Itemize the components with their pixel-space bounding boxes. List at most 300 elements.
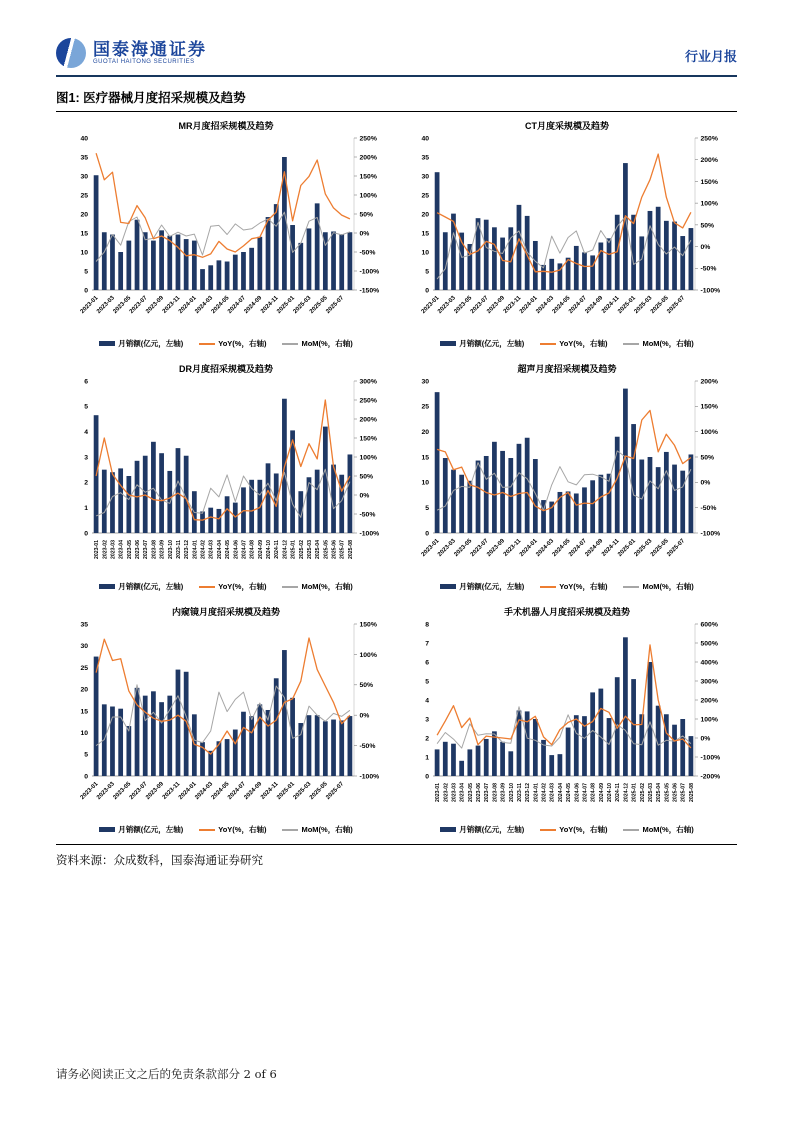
chart-surgical-robot-legend	[397, 824, 737, 835]
page-header	[56, 38, 737, 77]
svg-text:2024-11: 2024-11	[260, 781, 280, 801]
svg-text:40: 40	[421, 135, 429, 143]
svg-text:2023-01: 2023-01	[420, 295, 441, 315]
svg-text:2023-09: 2023-09	[486, 538, 507, 558]
svg-text:2024-11: 2024-11	[274, 540, 281, 559]
page-footer-disclaimer: 请务必阅读正文之后的免责条款部分 2 of 6	[56, 1067, 277, 1081]
chart-surgical-robot-title: 手术机器人月度招采规模及趋势	[503, 607, 630, 617]
legend-bar-label: 月销额(亿元，左轴)	[459, 582, 525, 591]
svg-text:2023-05: 2023-05	[112, 295, 133, 315]
svg-text:2023-07: 2023-07	[469, 295, 490, 315]
svg-text:2024-11: 2024-11	[615, 783, 622, 802]
svg-text:2024-07: 2024-07	[227, 295, 247, 315]
svg-text:2025-03: 2025-03	[292, 295, 313, 315]
svg-text:-50%: -50%	[359, 249, 376, 257]
svg-text:2024-07: 2024-07	[227, 781, 247, 801]
svg-text:2023-05: 2023-05	[453, 538, 474, 558]
svg-text:2025-05: 2025-05	[649, 538, 670, 558]
yoy-line-swatch	[199, 343, 215, 345]
svg-text:2024-01: 2024-01	[177, 295, 198, 315]
svg-text:2025-05: 2025-05	[649, 295, 670, 315]
svg-text:2023-07: 2023-07	[484, 783, 491, 803]
svg-text:10: 10	[80, 729, 88, 737]
svg-text:4: 4	[425, 697, 429, 705]
svg-text:0: 0	[84, 773, 88, 781]
chart-surgical-robot-plot	[397, 618, 737, 828]
svg-text:2: 2	[84, 479, 88, 487]
svg-text:50%: 50%	[359, 473, 374, 481]
svg-text:2024-05: 2024-05	[551, 295, 572, 315]
svg-text:150%: 150%	[359, 435, 377, 443]
svg-text:-50%: -50%	[700, 505, 717, 513]
svg-text:2023-11: 2023-11	[502, 295, 523, 315]
svg-text:150%: 150%	[359, 621, 377, 629]
legend-item-yoy	[199, 824, 266, 835]
svg-text:20: 20	[80, 211, 88, 219]
svg-text:2024-10: 2024-10	[607, 783, 614, 803]
svg-text:2023-09: 2023-09	[159, 540, 166, 560]
legend-item-bar	[440, 338, 524, 349]
svg-text:40: 40	[80, 135, 88, 143]
svg-text:2024-02: 2024-02	[541, 783, 548, 803]
svg-text:2025-03: 2025-03	[306, 540, 313, 560]
svg-text:50%: 50%	[700, 222, 715, 230]
svg-text:2025-03: 2025-03	[633, 295, 654, 315]
legend-yoy-label: YoY(%，右轴)	[559, 825, 608, 834]
svg-text:150%: 150%	[700, 403, 718, 411]
svg-text:35: 35	[80, 154, 88, 162]
legend-bar-label: 月销额(亿元，左轴)	[459, 825, 525, 834]
svg-text:2024-03: 2024-03	[194, 781, 215, 801]
svg-text:0%: 0%	[700, 243, 711, 251]
legend-item-mom	[623, 824, 693, 835]
svg-text:100%: 100%	[700, 200, 718, 208]
svg-text:2025-05: 2025-05	[308, 295, 329, 315]
mom-line-swatch	[623, 586, 639, 588]
report-type-label: 行业月报	[684, 49, 737, 64]
legend-mom-label: MoM(%，右轴)	[642, 582, 694, 591]
svg-text:2024-12: 2024-12	[623, 783, 630, 803]
svg-text:2024-04: 2024-04	[216, 540, 223, 560]
svg-text:2024-01: 2024-01	[192, 540, 199, 560]
svg-text:2024-05: 2024-05	[566, 783, 573, 803]
page-content	[56, 38, 737, 868]
chart-ultrasound	[397, 359, 737, 592]
legend-mom-label: MoM(%，右轴)	[301, 825, 353, 834]
legend-mom-label: MoM(%，右轴)	[301, 582, 353, 591]
svg-text:2023-03: 2023-03	[110, 540, 117, 560]
svg-text:-150%: -150%	[359, 287, 380, 295]
svg-text:2024-05: 2024-05	[225, 540, 232, 560]
legend-item-bar	[440, 824, 524, 835]
legend-yoy-label: YoY(%，右轴)	[559, 339, 608, 348]
svg-text:2025-03: 2025-03	[647, 783, 654, 803]
legend-mom-label: MoM(%，右轴)	[642, 825, 694, 834]
svg-text:2024-11: 2024-11	[601, 538, 621, 558]
svg-text:2024-09: 2024-09	[243, 781, 264, 801]
legend-item-bar	[440, 581, 524, 592]
svg-text:2023-07: 2023-07	[128, 295, 149, 315]
svg-text:2025-07: 2025-07	[666, 538, 687, 558]
legend-yoy-label: YoY(%，右轴)	[218, 339, 267, 348]
brand-logo-icon	[56, 38, 86, 68]
svg-text:-200%: -200%	[700, 773, 721, 781]
svg-text:2023-06: 2023-06	[135, 540, 142, 560]
svg-text:2024-10: 2024-10	[266, 540, 273, 560]
svg-text:3: 3	[84, 454, 88, 462]
svg-text:2023-05: 2023-05	[126, 540, 133, 560]
svg-text:2023-07: 2023-07	[128, 781, 149, 801]
legend-item-yoy	[540, 338, 607, 349]
svg-text:2024-02: 2024-02	[200, 540, 207, 560]
svg-text:30: 30	[421, 378, 429, 386]
svg-text:8: 8	[425, 621, 429, 629]
svg-text:2024-07: 2024-07	[568, 295, 588, 315]
svg-text:0%: 0%	[359, 230, 370, 238]
bar-swatch	[99, 341, 115, 346]
svg-text:5: 5	[425, 678, 429, 686]
svg-text:2023-07: 2023-07	[469, 538, 490, 558]
svg-text:2023-01: 2023-01	[435, 783, 442, 803]
chart-ct-plot	[397, 132, 737, 342]
svg-text:2024-05: 2024-05	[551, 538, 572, 558]
svg-text:150%: 150%	[700, 178, 718, 186]
legend-mom-label: MoM(%，右轴)	[301, 339, 353, 348]
svg-text:2024-09: 2024-09	[584, 295, 605, 315]
yoy-line-swatch	[540, 343, 556, 345]
bar-swatch	[440, 584, 456, 589]
svg-text:2: 2	[425, 735, 429, 743]
legend-item-mom	[623, 581, 693, 592]
chart-ultrasound-legend	[397, 581, 737, 592]
svg-text:2024-11: 2024-11	[601, 295, 621, 315]
svg-text:2023-03: 2023-03	[96, 781, 116, 801]
svg-text:2023-01: 2023-01	[420, 538, 441, 558]
svg-text:200%: 200%	[700, 697, 718, 705]
charts-grid	[56, 116, 737, 835]
svg-text:0: 0	[425, 773, 429, 781]
svg-text:50%: 50%	[359, 211, 374, 219]
mom-line-swatch	[623, 829, 639, 831]
legend-bar-label: 月销额(亿元，左轴)	[118, 339, 184, 348]
svg-text:2023-02: 2023-02	[443, 783, 450, 803]
svg-text:2024-03: 2024-03	[194, 295, 215, 315]
svg-text:2025-01: 2025-01	[276, 781, 297, 801]
svg-text:25: 25	[80, 192, 88, 200]
svg-text:20: 20	[80, 686, 88, 694]
svg-text:5: 5	[84, 268, 88, 276]
svg-text:2024-09: 2024-09	[598, 783, 605, 803]
svg-text:5: 5	[84, 403, 88, 411]
svg-text:25: 25	[421, 192, 429, 200]
svg-text:2023-06: 2023-06	[476, 783, 483, 803]
svg-text:2025-01: 2025-01	[617, 295, 638, 315]
svg-text:2024-06: 2024-06	[574, 783, 581, 803]
svg-text:250%: 250%	[359, 397, 377, 405]
svg-text:2023-01: 2023-01	[79, 781, 100, 801]
chart-ct	[397, 116, 737, 349]
bar-swatch	[99, 584, 115, 589]
svg-text:2023-12: 2023-12	[525, 783, 532, 803]
chart-dr	[56, 359, 396, 592]
svg-text:2024-09: 2024-09	[243, 295, 264, 315]
svg-text:200%: 200%	[700, 378, 718, 386]
svg-text:0%: 0%	[700, 735, 711, 743]
legend-yoy-label: YoY(%，右轴)	[218, 825, 267, 834]
legend-item-bar	[99, 581, 183, 592]
chart-ultrasound-title: 超声月度招采规模及趋势	[517, 364, 617, 374]
svg-text:2025-07: 2025-07	[325, 295, 346, 315]
svg-text:0: 0	[425, 530, 429, 538]
mom-line-swatch	[282, 586, 298, 588]
chart-dr-legend	[56, 581, 396, 592]
svg-text:2025-04: 2025-04	[656, 783, 663, 803]
svg-text:200%: 200%	[359, 154, 377, 162]
svg-text:400%: 400%	[700, 659, 718, 667]
svg-text:2024-06: 2024-06	[233, 540, 240, 560]
svg-text:50%: 50%	[359, 682, 374, 690]
chart-mr-plot	[56, 132, 396, 342]
chart-dr-plot	[56, 375, 396, 585]
svg-text:2025-03: 2025-03	[292, 781, 313, 801]
svg-text:2025-07: 2025-07	[666, 295, 687, 315]
svg-text:6: 6	[425, 659, 429, 667]
svg-text:2025-01: 2025-01	[631, 783, 638, 803]
svg-text:2023-05: 2023-05	[112, 781, 133, 801]
svg-text:-100%: -100%	[700, 754, 721, 762]
mom-line-swatch	[282, 343, 298, 345]
svg-text:2024-03: 2024-03	[549, 783, 556, 803]
svg-text:2025-01: 2025-01	[617, 538, 638, 558]
svg-text:250%: 250%	[359, 135, 377, 143]
svg-text:2023-10: 2023-10	[508, 783, 515, 803]
svg-text:0: 0	[84, 287, 88, 295]
svg-text:-100%: -100%	[359, 530, 380, 538]
svg-text:100%: 100%	[359, 454, 377, 462]
svg-text:2024-11: 2024-11	[260, 295, 280, 315]
legend-item-yoy	[540, 581, 607, 592]
svg-text:2024-07: 2024-07	[568, 538, 588, 558]
svg-text:2024-01: 2024-01	[177, 781, 198, 801]
svg-text:-100%: -100%	[359, 773, 380, 781]
svg-text:-50%: -50%	[700, 265, 717, 273]
chart-surgical-robot	[397, 602, 737, 835]
brand-name-cn: 国泰海通证券	[93, 40, 207, 60]
legend-item-mom	[282, 338, 352, 349]
svg-text:2023-11: 2023-11	[161, 781, 182, 801]
svg-text:2023-08: 2023-08	[151, 540, 158, 560]
svg-text:2025-05: 2025-05	[323, 540, 330, 560]
svg-text:30: 30	[80, 173, 88, 181]
svg-text:2023-01: 2023-01	[79, 295, 100, 315]
svg-text:2024-07: 2024-07	[582, 783, 589, 803]
svg-text:2024-08: 2024-08	[590, 783, 597, 803]
svg-text:0: 0	[425, 287, 429, 295]
svg-text:3: 3	[425, 716, 429, 724]
svg-text:2025-07: 2025-07	[339, 540, 346, 560]
legend-yoy-label: YoY(%，右轴)	[218, 582, 267, 591]
svg-text:35: 35	[421, 154, 429, 162]
svg-text:2023-09: 2023-09	[145, 781, 166, 801]
chart-ultrasound-plot	[397, 375, 737, 585]
svg-text:2025-02: 2025-02	[298, 540, 305, 560]
svg-text:600%: 600%	[700, 621, 718, 629]
svg-text:20: 20	[421, 211, 429, 219]
svg-text:20: 20	[421, 429, 429, 437]
svg-text:2023-02: 2023-02	[102, 540, 109, 560]
svg-text:2025-05: 2025-05	[664, 783, 671, 803]
svg-text:10: 10	[421, 479, 429, 487]
source-note: 资料来源：众成数科，国泰海通证券研究	[56, 844, 737, 868]
svg-text:15: 15	[421, 230, 429, 238]
svg-text:2025-08: 2025-08	[688, 783, 695, 803]
svg-text:-50%: -50%	[359, 743, 376, 750]
svg-text:2023-03: 2023-03	[96, 295, 116, 315]
svg-text:25: 25	[421, 403, 429, 411]
svg-text:100%: 100%	[359, 651, 377, 659]
svg-text:2024-01: 2024-01	[518, 295, 539, 315]
svg-text:200%: 200%	[359, 416, 377, 424]
svg-text:2023-11: 2023-11	[161, 295, 182, 315]
svg-text:2025-03: 2025-03	[633, 538, 654, 558]
svg-text:2023-05: 2023-05	[467, 783, 474, 803]
legend-item-bar	[99, 824, 183, 835]
legend-item-mom	[282, 581, 352, 592]
svg-text:2023-09: 2023-09	[145, 295, 166, 315]
svg-text:2025-08: 2025-08	[347, 540, 354, 560]
svg-text:100%: 100%	[700, 429, 718, 437]
legend-item-yoy	[199, 581, 266, 592]
bar-swatch	[440, 341, 456, 346]
svg-text:2025-05: 2025-05	[308, 781, 329, 801]
svg-text:-100%: -100%	[700, 287, 721, 295]
svg-text:150%: 150%	[359, 173, 377, 181]
yoy-line-swatch	[540, 829, 556, 831]
legend-bar-label: 月销额(亿元，左轴)	[118, 825, 184, 834]
svg-text:2023-03: 2023-03	[437, 538, 457, 558]
svg-text:10: 10	[421, 249, 429, 257]
svg-text:2024-04: 2024-04	[557, 783, 564, 803]
svg-text:2024-09: 2024-09	[584, 538, 605, 558]
svg-text:0%: 0%	[700, 479, 711, 487]
chart-mr-legend	[56, 338, 396, 349]
chart-ct-legend	[397, 338, 737, 349]
svg-text:35: 35	[80, 621, 88, 629]
svg-text:2025-04: 2025-04	[315, 540, 322, 560]
svg-text:2023-01: 2023-01	[94, 540, 101, 560]
legend-item-yoy	[540, 824, 607, 835]
svg-text:2025-01: 2025-01	[290, 540, 297, 560]
chart-endoscope-title: 内窥镜月度招采规模及趋势	[171, 607, 280, 617]
svg-text:2024-01: 2024-01	[533, 783, 540, 803]
svg-text:2024-08: 2024-08	[249, 540, 256, 560]
brand-text	[93, 41, 207, 65]
yoy-line-swatch	[199, 586, 215, 588]
svg-text:5: 5	[425, 268, 429, 276]
svg-text:2024-12: 2024-12	[282, 540, 289, 560]
yoy-line-swatch	[199, 829, 215, 831]
svg-text:200%: 200%	[700, 157, 718, 165]
svg-text:2024-07: 2024-07	[241, 540, 248, 560]
svg-text:2024-05: 2024-05	[210, 295, 231, 315]
svg-text:2024-03: 2024-03	[208, 540, 215, 560]
mom-line-swatch	[282, 829, 298, 831]
figure-title: 图1: 医疗器械月度招采规模及趋势	[56, 86, 737, 112]
svg-text:-100%: -100%	[700, 530, 721, 538]
chart-endoscope-legend	[56, 824, 396, 835]
svg-text:2024-01: 2024-01	[518, 538, 539, 558]
svg-text:15: 15	[80, 230, 88, 238]
svg-text:5: 5	[425, 505, 429, 513]
svg-text:100%: 100%	[359, 192, 377, 200]
svg-text:2023-12: 2023-12	[184, 540, 191, 560]
svg-text:30: 30	[421, 173, 429, 181]
svg-text:2023-11: 2023-11	[175, 540, 182, 559]
chart-endoscope-plot	[56, 618, 396, 828]
svg-text:300%: 300%	[700, 678, 718, 686]
svg-text:4: 4	[84, 429, 88, 437]
chart-ct-title: CT月度采规模及趋势	[525, 121, 609, 131]
svg-text:50%: 50%	[700, 454, 715, 462]
svg-text:0%: 0%	[359, 492, 370, 500]
svg-text:1: 1	[425, 754, 429, 762]
svg-text:0%: 0%	[359, 712, 370, 720]
chart-mr	[56, 116, 396, 349]
svg-text:2023-03: 2023-03	[437, 295, 457, 315]
brand-name-en: GUOTAI HAITONG SECURITIES	[93, 58, 195, 65]
svg-text:-100%: -100%	[359, 268, 380, 276]
svg-text:0: 0	[84, 530, 88, 538]
svg-text:2023-11: 2023-11	[516, 783, 523, 802]
svg-text:2025-02: 2025-02	[639, 783, 646, 803]
svg-text:2023-09: 2023-09	[500, 783, 507, 803]
brand-logo	[56, 38, 207, 68]
bar-swatch	[440, 827, 456, 832]
svg-text:25: 25	[80, 664, 88, 672]
legend-item-mom	[282, 824, 352, 835]
svg-text:5: 5	[84, 751, 88, 759]
legend-item-bar	[99, 338, 183, 349]
svg-text:2024-03: 2024-03	[535, 295, 556, 315]
svg-text:10: 10	[80, 249, 88, 257]
svg-text:15: 15	[80, 708, 88, 716]
svg-text:2023-09: 2023-09	[486, 295, 507, 315]
svg-text:-50%: -50%	[359, 511, 376, 519]
svg-text:2025-07: 2025-07	[680, 783, 687, 803]
svg-text:2023-03: 2023-03	[451, 783, 458, 803]
svg-text:1: 1	[84, 505, 88, 513]
svg-text:2024-09: 2024-09	[257, 540, 264, 560]
mom-line-swatch	[623, 343, 639, 345]
svg-text:2025-01: 2025-01	[276, 295, 297, 315]
svg-text:250%: 250%	[700, 135, 718, 143]
legend-bar-label: 月销额(亿元，左轴)	[118, 582, 184, 591]
svg-text:300%: 300%	[359, 378, 377, 386]
svg-text:500%: 500%	[700, 640, 718, 648]
svg-text:15: 15	[421, 454, 429, 462]
svg-text:2023-04: 2023-04	[459, 783, 466, 803]
svg-text:7: 7	[425, 640, 429, 648]
svg-text:2024-05: 2024-05	[210, 781, 231, 801]
svg-text:30: 30	[80, 643, 88, 651]
svg-text:100%: 100%	[700, 716, 718, 724]
svg-text:2023-07: 2023-07	[143, 540, 150, 560]
svg-text:2023-04: 2023-04	[118, 540, 125, 560]
legend-mom-label: MoM(%，右轴)	[642, 339, 694, 348]
svg-text:2023-11: 2023-11	[502, 538, 523, 558]
legend-item-yoy	[199, 338, 266, 349]
svg-text:2025-06: 2025-06	[672, 783, 679, 803]
